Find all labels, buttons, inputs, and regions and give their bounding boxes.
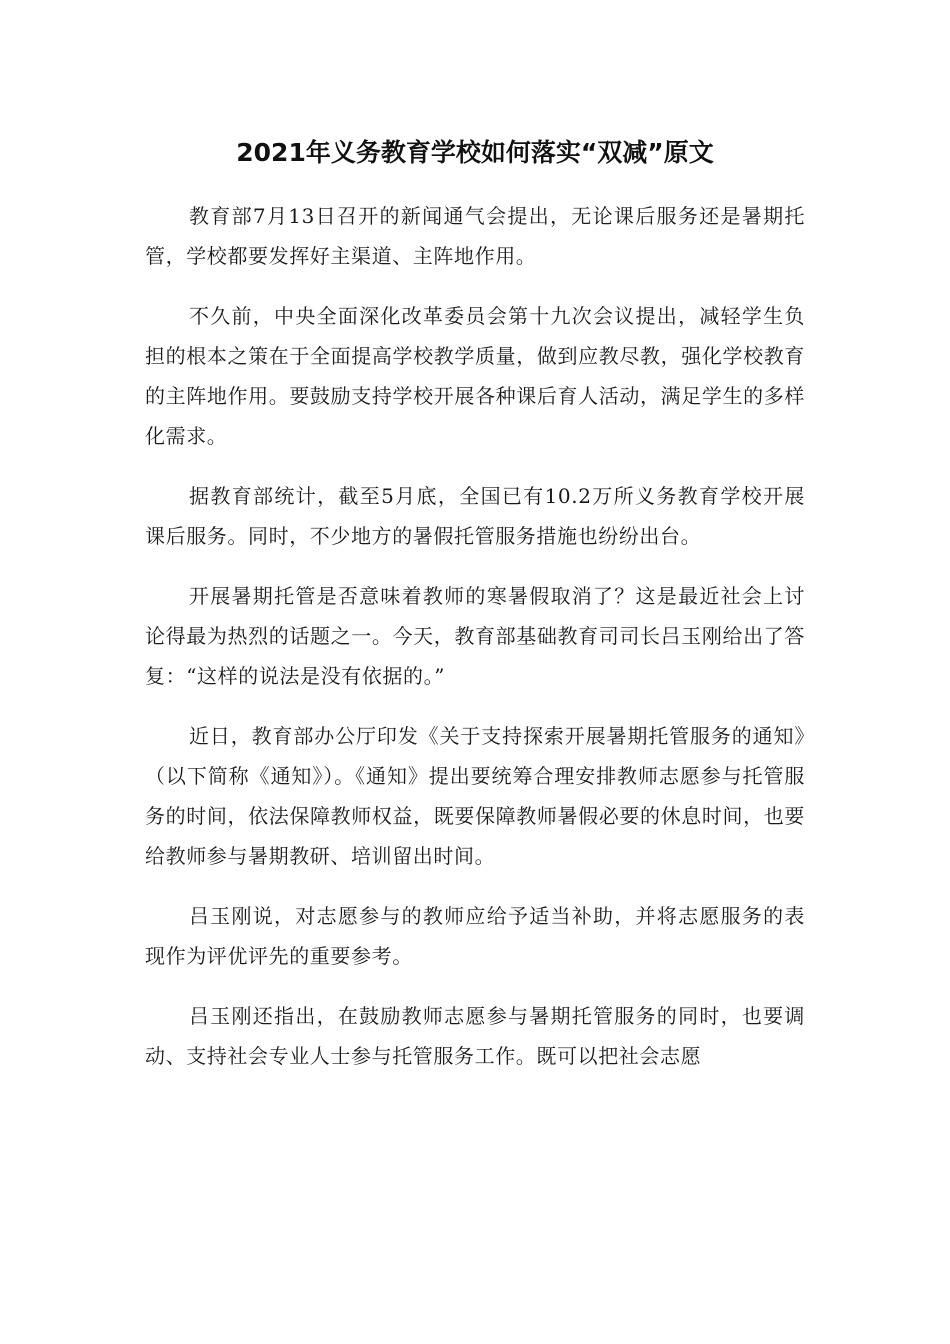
- paragraph: 教育部7月13日召开的新闻通气会提出，无论课后服务还是暑期托管，学校都要发挥好主渠道、主阵地作用。: [145, 204, 805, 268]
- paragraph: 吕玉刚还指出，在鼓励教师志愿参与暑期托管服务的同时，也要调动、支持社会专业人士参与托管服务工作。既可以把社会志愿: [145, 1004, 805, 1068]
- paragraph: 不久前，中央全面深化改革委员会第十九次会议提出，减轻学生负担的根本之策在于全面提高学校教学质量，做到应教尽教，强化学校教育的主阵地作用。要鼓励支持学校开展各种课后育人活动，满足学生的多样化需求。: [145, 304, 805, 448]
- paragraph: 据教育部统计，截至5月底，全国已有10.2万所义务教育学校开展课后服务。同时，不少地方的暑假托管服务措施也纷纷出台。: [145, 484, 805, 548]
- document-title: 2021年义务教育学校如何落实“双减”原文: [236, 138, 714, 167]
- paragraph: 近日，教育部办公厅印发《关于支持探索开展暑期托管服务的通知》（以下简称《通知》）。《通知》提出要统筹合理安排教师志愿参与托管服务的时间，依法保障教师权益，既要保障教师暑假必要的休息时间，也要给教师参与暑期教研、培训留出时间。: [145, 724, 805, 868]
- paragraph: 吕玉刚说，对志愿参与的教师应给予适当补助，并将志愿服务的表现作为评优评先的重要参考。: [145, 904, 805, 968]
- paragraph: 开展暑期托管是否意味着教师的寒暑假取消了？这是最近社会上讨论得最为热烈的话题之一。今天，教育部基础教育司司长吕玉刚给出了答复：“这样的说法是没有依据的。”: [145, 584, 805, 688]
- document-body: [145, 196, 805, 1096]
